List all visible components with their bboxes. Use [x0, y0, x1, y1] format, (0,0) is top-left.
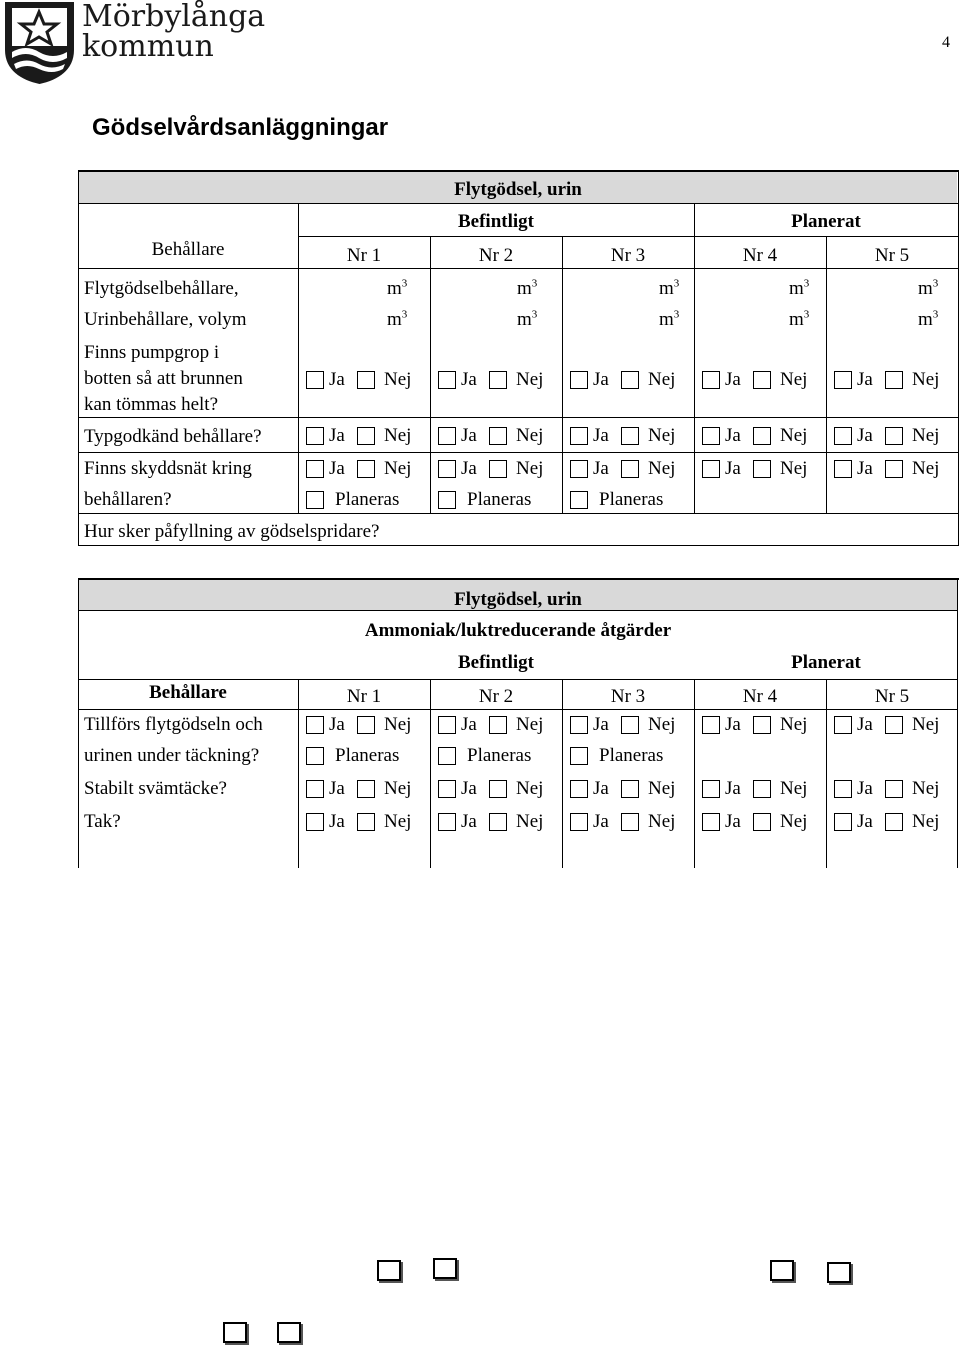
unit-text: m: [387, 309, 402, 330]
ja-checkbox[interactable]: [702, 780, 720, 798]
column-header: Nr 1: [346, 245, 382, 266]
column-header: Nr 3: [610, 686, 646, 707]
nej-checkbox[interactable]: [357, 427, 375, 445]
nej-checkbox[interactable]: [753, 371, 771, 389]
ja-checkbox[interactable]: [570, 813, 588, 831]
nej-label: Nej: [780, 369, 808, 390]
ja-label: Ja: [329, 811, 345, 832]
nej-label: Nej: [648, 458, 676, 479]
ja-checkbox[interactable]: [570, 716, 588, 734]
ja-label: Ja: [857, 714, 873, 735]
row-label-pumpgrop: botten så att brunnen: [84, 368, 243, 389]
ja-label: Ja: [461, 714, 477, 735]
stray-checkbox[interactable]: [433, 1258, 457, 1279]
unit-text: m: [659, 278, 674, 299]
nej-label: Nej: [912, 425, 940, 446]
nej-label: Nej: [780, 811, 808, 832]
ja-checkbox[interactable]: [306, 716, 324, 734]
stray-checkbox[interactable]: [277, 1322, 301, 1343]
planeras-checkbox[interactable]: [306, 747, 324, 765]
row-label-tillfors: Tillförs flytgödseln och: [84, 714, 263, 735]
table2-subtitle: Ammoniak/luktreducerande åtgärder: [364, 620, 672, 641]
table2-left-rule: [78, 578, 79, 868]
nej-checkbox[interactable]: [753, 780, 771, 798]
nej-checkbox[interactable]: [621, 460, 639, 478]
ja-checkbox[interactable]: [438, 716, 456, 734]
ja-label: Ja: [725, 458, 741, 479]
nej-label: Nej: [516, 811, 544, 832]
nej-label: Nej: [780, 458, 808, 479]
nej-label: Nej: [648, 778, 676, 799]
planeras-checkbox[interactable]: [306, 491, 324, 509]
ja-checkbox[interactable]: [306, 780, 324, 798]
table1-planerat: Planerat: [791, 211, 861, 232]
planeras-label: Planeras: [335, 745, 400, 766]
nej-label: Nej: [516, 369, 544, 390]
stray-checkbox[interactable]: [223, 1322, 247, 1343]
planeras-checkbox[interactable]: [570, 747, 588, 765]
nej-label: Nej: [780, 714, 808, 735]
ja-label: Ja: [593, 458, 609, 479]
nej-checkbox[interactable]: [753, 427, 771, 445]
nej-label: Nej: [648, 369, 676, 390]
planeras-checkbox[interactable]: [438, 491, 456, 509]
nej-checkbox[interactable]: [753, 460, 771, 478]
nej-checkbox[interactable]: [357, 371, 375, 389]
logo-wordmark: [82, 2, 265, 62]
nej-checkbox[interactable]: [489, 813, 507, 831]
coat-of-arms-icon: [2, 0, 78, 84]
nej-label: Nej: [384, 458, 412, 479]
planeras-label: Planeras: [599, 745, 664, 766]
ja-checkbox[interactable]: [306, 460, 324, 478]
ja-label: Ja: [329, 369, 345, 390]
planeras-checkbox[interactable]: [438, 747, 456, 765]
ja-checkbox[interactable]: [702, 427, 720, 445]
row-label-pumpgrop: kan tömmas helt?: [84, 394, 219, 415]
nej-label: Nej: [912, 458, 940, 479]
ja-checkbox[interactable]: [438, 427, 456, 445]
ja-checkbox[interactable]: [834, 427, 852, 445]
nej-checkbox[interactable]: [357, 813, 375, 831]
unit-text: m: [517, 309, 532, 330]
unit-superscript: 3: [803, 308, 810, 321]
row-label-pumpgrop: Finns pumpgrop i: [84, 342, 220, 363]
column-header: Nr 2: [478, 245, 514, 266]
table2-planerat: Planerat: [791, 652, 861, 673]
column-header: Nr 5: [874, 245, 910, 266]
volume-unit: [387, 309, 407, 331]
ja-label: Ja: [725, 369, 741, 390]
nej-label: Nej: [780, 425, 808, 446]
unit-text: m: [517, 278, 532, 299]
ja-label: Ja: [461, 778, 477, 799]
ja-label: Ja: [329, 425, 345, 446]
ja-label: Ja: [461, 458, 477, 479]
nej-checkbox[interactable]: [489, 780, 507, 798]
ja-checkbox[interactable]: [702, 813, 720, 831]
nej-checkbox[interactable]: [489, 371, 507, 389]
ja-checkbox[interactable]: [306, 813, 324, 831]
row-label-tillfors: urinen under täckning?: [84, 745, 260, 766]
table1-row-header: Behållare: [151, 239, 225, 260]
ja-label: Ja: [857, 811, 873, 832]
unit-superscript: 3: [673, 277, 680, 290]
unit-text: m: [387, 278, 402, 299]
ja-label: Ja: [593, 369, 609, 390]
table1-rule: [298, 236, 958, 237]
ja-checkbox[interactable]: [306, 427, 324, 445]
ja-label: Ja: [329, 778, 345, 799]
ja-checkbox[interactable]: [438, 371, 456, 389]
column-header: Nr 1: [346, 686, 382, 707]
volume-unit: [659, 278, 679, 300]
ja-checkbox[interactable]: [702, 371, 720, 389]
nej-label: Nej: [384, 714, 412, 735]
ja-label: Ja: [857, 425, 873, 446]
table1-befintligt: Befintligt: [458, 211, 534, 232]
ja-checkbox[interactable]: [834, 716, 852, 734]
logo-line-1: Mörbylånga: [82, 0, 266, 34]
ja-checkbox[interactable]: [834, 813, 852, 831]
nej-checkbox[interactable]: [489, 427, 507, 445]
unit-superscript: 3: [673, 308, 680, 321]
nej-label: Nej: [912, 811, 940, 832]
nej-label: Nej: [384, 811, 412, 832]
volume-unit: [789, 278, 809, 300]
nej-label: Nej: [912, 369, 940, 390]
table2-top-rule: [78, 578, 959, 580]
nej-checkbox[interactable]: [357, 460, 375, 478]
planeras-label: Planeras: [467, 745, 532, 766]
volume-unit: [517, 309, 537, 331]
column-header: Nr 4: [742, 686, 778, 707]
table2-row-header: Behållare: [149, 682, 227, 703]
stray-checkbox[interactable]: [377, 1260, 401, 1281]
unit-text: m: [659, 309, 674, 330]
nej-label: Nej: [516, 714, 544, 735]
ja-checkbox[interactable]: [570, 371, 588, 389]
ja-label: Ja: [461, 369, 477, 390]
row-label-tak: Tak?: [84, 811, 121, 832]
nej-checkbox[interactable]: [753, 716, 771, 734]
page-title: Gödselvårdsanläggningar: [92, 114, 389, 141]
table1-col-rule: [826, 236, 827, 513]
unit-superscript: 3: [401, 277, 408, 290]
page-number: 4: [942, 34, 950, 51]
row-label-skyddsnat: Finns skyddsnät kring: [84, 458, 252, 479]
row-label-typgodkand: Typgodkänd behållare?: [84, 426, 262, 447]
unit-superscript: 3: [803, 277, 810, 290]
unit-superscript: 3: [932, 277, 939, 290]
column-header: Nr 4: [742, 245, 778, 266]
volume-unit: [918, 309, 938, 331]
ja-checkbox[interactable]: [570, 427, 588, 445]
ja-label: Ja: [725, 714, 741, 735]
unit-text: m: [918, 278, 933, 299]
unit-superscript: 3: [531, 277, 538, 290]
planeras-label: Planeras: [599, 489, 664, 510]
nej-checkbox[interactable]: [885, 427, 903, 445]
ja-label: Ja: [461, 811, 477, 832]
ja-checkbox[interactable]: [702, 716, 720, 734]
ja-checkbox[interactable]: [570, 780, 588, 798]
unit-text: m: [789, 309, 804, 330]
table1-title: Flytgödsel, urin: [454, 179, 582, 200]
logo-line-2: kommun: [82, 29, 214, 64]
unit-superscript: 3: [401, 308, 408, 321]
nej-checkbox[interactable]: [885, 813, 903, 831]
column-header: Nr 5: [874, 686, 910, 707]
nej-label: Nej: [516, 778, 544, 799]
volume-unit: [789, 309, 809, 331]
ja-label: Ja: [857, 369, 873, 390]
ja-label: Ja: [593, 811, 609, 832]
nej-checkbox[interactable]: [885, 780, 903, 798]
unit-superscript: 3: [932, 308, 939, 321]
nej-label: Nej: [384, 425, 412, 446]
ja-label: Ja: [329, 458, 345, 479]
nej-checkbox[interactable]: [621, 813, 639, 831]
ja-checkbox[interactable]: [570, 460, 588, 478]
stray-checkbox[interactable]: [770, 1260, 794, 1281]
nej-checkbox[interactable]: [357, 716, 375, 734]
column-header: Nr 3: [610, 245, 646, 266]
nej-label: Nej: [648, 714, 676, 735]
nej-label: Nej: [912, 778, 940, 799]
nej-checkbox[interactable]: [753, 813, 771, 831]
planeras-checkbox[interactable]: [570, 491, 588, 509]
volume-unit: [659, 309, 679, 331]
unit-text: m: [789, 278, 804, 299]
ja-label: Ja: [593, 778, 609, 799]
row-label-svamtacke: Stabilt svämtäcke?: [84, 778, 227, 799]
row-label-skyddsnat: behållaren?: [84, 489, 172, 510]
ja-label: Ja: [725, 425, 741, 446]
nej-checkbox[interactable]: [489, 460, 507, 478]
volume-unit: [387, 278, 407, 300]
table1-rule: [78, 513, 958, 514]
volume-unit: [517, 278, 537, 300]
row-label-urin: Urinbehållare, volym: [84, 309, 247, 330]
nej-checkbox[interactable]: [621, 780, 639, 798]
ja-label: Ja: [593, 714, 609, 735]
ja-label: Ja: [593, 425, 609, 446]
table2-title: Flytgödsel, urin: [454, 589, 582, 610]
nej-checkbox[interactable]: [885, 460, 903, 478]
nej-checkbox[interactable]: [489, 716, 507, 734]
ja-label: Ja: [857, 458, 873, 479]
municipality-logo: [2, 0, 266, 84]
ja-checkbox[interactable]: [702, 460, 720, 478]
row-label-flytgodsel: Flytgödselbehållare,: [84, 278, 239, 299]
table2-right-rule: [957, 578, 958, 868]
ja-label: Ja: [329, 714, 345, 735]
nej-label: Nej: [384, 778, 412, 799]
nej-label: Nej: [516, 458, 544, 479]
ja-checkbox[interactable]: [438, 780, 456, 798]
nej-label: Nej: [384, 369, 412, 390]
stray-checkbox[interactable]: [827, 1262, 851, 1283]
ja-label: Ja: [725, 811, 741, 832]
table1-top-rule: [78, 170, 959, 172]
ja-checkbox[interactable]: [306, 371, 324, 389]
column-header: Nr 2: [478, 686, 514, 707]
ja-checkbox[interactable]: [438, 813, 456, 831]
table2-befintligt: Befintligt: [458, 652, 534, 673]
nej-label: Nej: [780, 778, 808, 799]
nej-checkbox[interactable]: [621, 427, 639, 445]
ja-checkbox[interactable]: [834, 780, 852, 798]
ja-label: Ja: [725, 778, 741, 799]
table1-rule: [78, 203, 958, 204]
planeras-label: Planeras: [467, 489, 532, 510]
nej-label: Nej: [912, 714, 940, 735]
ja-label: Ja: [857, 778, 873, 799]
ja-label: Ja: [461, 425, 477, 446]
nej-checkbox[interactable]: [621, 716, 639, 734]
unit-superscript: 3: [531, 308, 538, 321]
unit-text: m: [918, 309, 933, 330]
row-label-pafyllning: Hur sker påfyllning av gödselspridare?: [84, 521, 380, 542]
planeras-label: Planeras: [335, 489, 400, 510]
nej-checkbox[interactable]: [885, 371, 903, 389]
ja-checkbox[interactable]: [834, 371, 852, 389]
nej-label: Nej: [648, 811, 676, 832]
table1-col-rule: [430, 236, 431, 513]
ja-checkbox[interactable]: [438, 460, 456, 478]
nej-label: Nej: [648, 425, 676, 446]
ja-checkbox[interactable]: [834, 460, 852, 478]
nej-checkbox[interactable]: [621, 371, 639, 389]
nej-checkbox[interactable]: [885, 716, 903, 734]
nej-label: Nej: [516, 425, 544, 446]
volume-unit: [918, 278, 938, 300]
table1-col-rule: [562, 236, 563, 513]
nej-checkbox[interactable]: [357, 780, 375, 798]
